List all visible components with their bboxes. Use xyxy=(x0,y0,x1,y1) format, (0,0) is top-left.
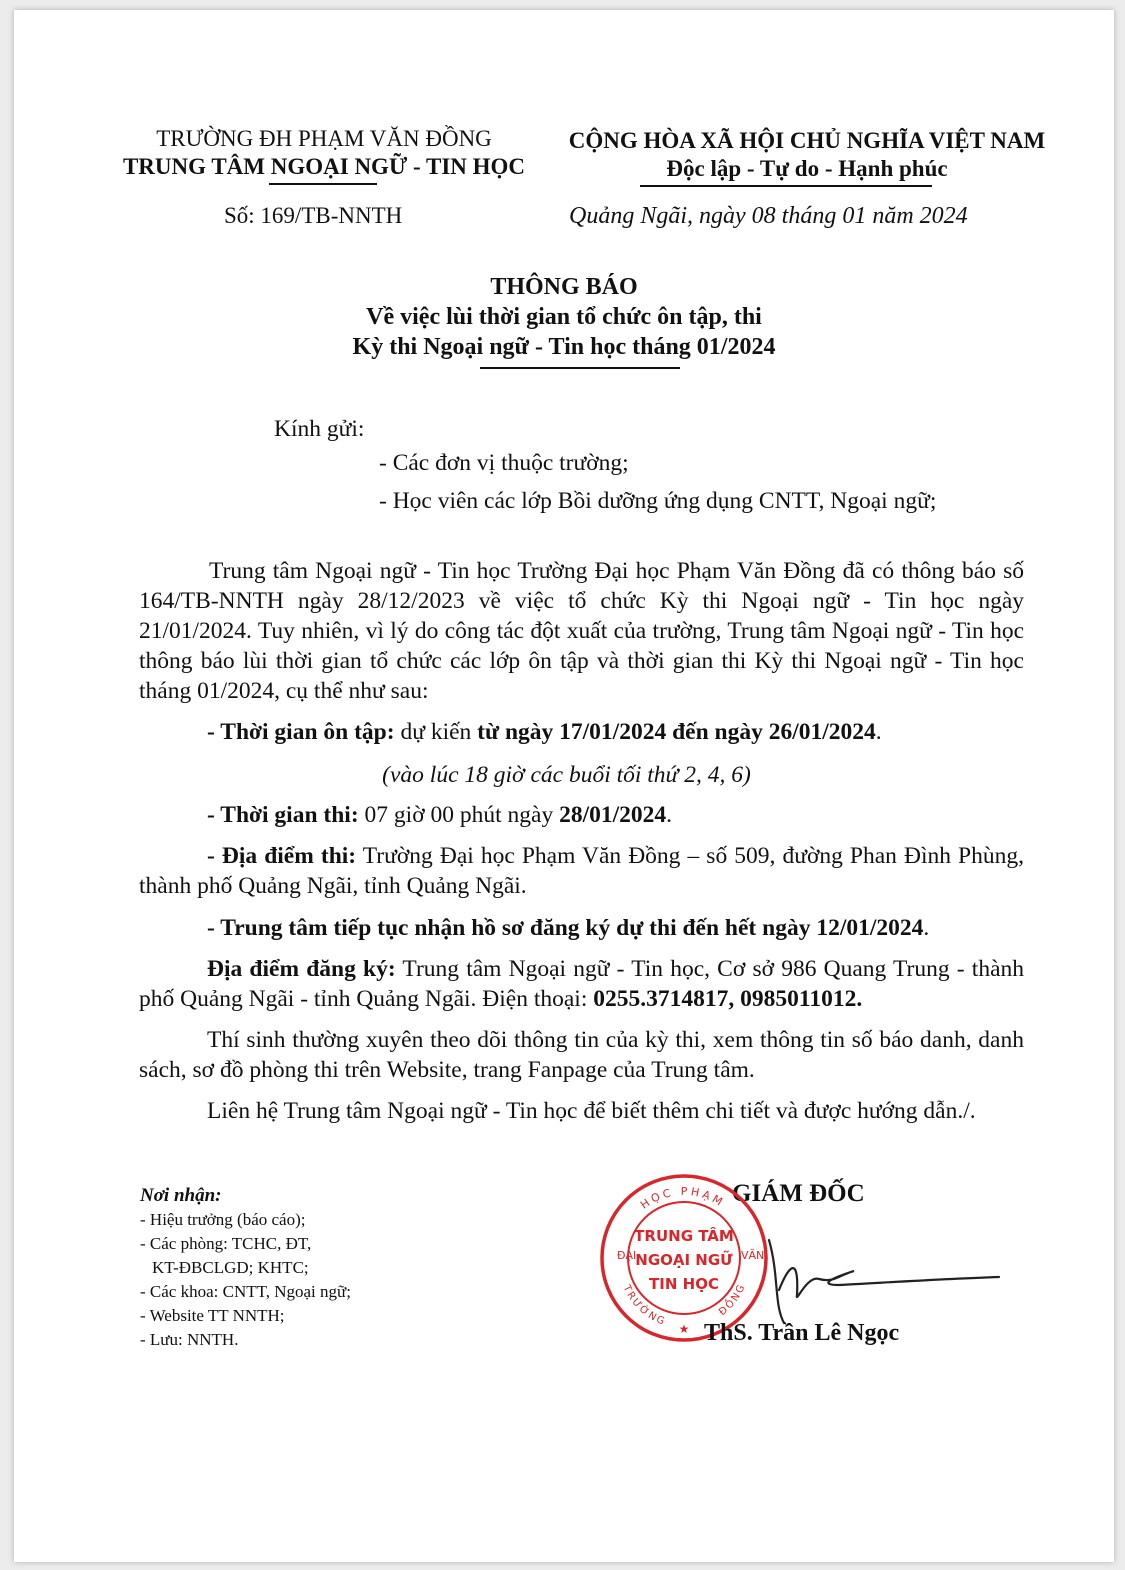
seal-line3: TIN HỌC xyxy=(649,1275,719,1293)
notice-title xyxy=(14,272,1114,362)
place-date: Quảng Ngãi, ngày 08 tháng 01 năm 2024 xyxy=(569,203,968,229)
document-page xyxy=(14,10,1114,1562)
seal-line1: TRUNG TÂM xyxy=(634,1227,734,1245)
signer-title: GIÁM ĐỐC xyxy=(732,1180,865,1207)
issuer-block xyxy=(114,125,534,181)
exam-time-value: 28/01/2024 xyxy=(559,802,667,828)
exam-venue-label: - Địa điểm thi: xyxy=(207,843,357,869)
signer-name: ThS. Trần Lê Ngọc xyxy=(704,1320,900,1346)
review-time-label: - Thời gian ôn tập: xyxy=(207,719,395,745)
title-sub1: Về việc lùi thời gian tổ chức ôn tập, thi xyxy=(366,304,762,330)
seal-ring-left: ĐẠI xyxy=(617,1249,637,1262)
deadline-text: - Trung tâm tiếp tục nhận hồ sơ đăng ký dự thi đến hết ngày 12/01/2024 xyxy=(207,915,924,941)
center-name: TRUNG TÂM NGOẠI NGỮ - TIN HỌC xyxy=(122,154,526,179)
title-sub2: Kỳ thi Ngoại ngữ - Tin học tháng 01/2024 xyxy=(352,334,776,360)
registration-address: Trung tâm Ngoại ngữ - Tin học, Cơ sở 986 Quang Trung - thành phố Quảng Ngãi - tỉnh Quảng Ngãi. Điện thoại: xyxy=(139,956,1025,1012)
document-number: Số: 169/TB-NNTH xyxy=(224,203,403,228)
seal-ring-bottom-left: TRƯỜNG xyxy=(620,1283,668,1329)
exam-venue-value: Trường Đại học Phạm Văn Đồng – số 509, đường Phan Đình Phùng, thành phố Quảng Ngãi, tỉnh Quảng Ngãi. xyxy=(139,843,1024,899)
recipients-label: Kính gửi: xyxy=(274,416,365,442)
contact-paragraph: Liên hệ Trung tâm Ngoại ngữ - Tin học để biết thêm chi tiết và được hướng dẫn./. xyxy=(207,1098,976,1124)
seal-ring-top: HỌC PHẠM xyxy=(638,1184,728,1212)
receiver-item: - Hiệu trưởng (báo cáo); xyxy=(140,1210,306,1229)
deadline-line: - Trung tâm tiếp tục nhận hồ sơ đăng ký dự thi đến hết ngày 12/01/2024. xyxy=(207,915,930,941)
registration-phone: 0255.3714817, 0985011012. xyxy=(593,986,863,1012)
official-seal xyxy=(599,1173,769,1343)
exam-time-line: - Thời gian thi: 07 giờ 00 phút ngày 28/01/2024. xyxy=(207,802,673,828)
registration-paragraph xyxy=(139,954,1024,1014)
receivers-block xyxy=(140,1184,351,1352)
national-motto-block xyxy=(542,127,1072,183)
receiver-item: - Các khoa: CNTT, Ngoại ngữ; xyxy=(140,1282,351,1301)
motto-underline xyxy=(640,185,932,187)
title-underline xyxy=(480,367,680,369)
review-time-line: - Thời gian ôn tập: dự kiến từ ngày 17/01/2024 đến ngày 26/01/2024. xyxy=(207,719,882,745)
svg-text:HỌC PHẠM xyxy=(638,1185,727,1212)
country-name: CỘNG HÒA XÃ HỘI CHỦ NGHĨA VIỆT NAM xyxy=(568,128,1046,153)
exam-venue-paragraph xyxy=(139,841,1024,901)
issuer-underline xyxy=(269,183,377,185)
intro-paragraph: Trung tâm Ngoại ngữ - Tin học Trường Đại học Phạm Văn Đồng đã có thông báo số 164/TB-NNTH ngày 28/12/2023 về việc tổ chức Kỳ thi Ngoại ngữ - Tin học ngày 21/01/2024. Tuy nhiên, vì lý do công tác đột xuất của trường, Trung tâm Ngoại ngữ - Tin học thông báo lùi thời gian tổ chức các lớp ôn tập và thời gian thi Kỳ thi Ngoại ngữ - Tin học tháng 01/2024, cụ thể như sau: xyxy=(139,558,1024,704)
handwritten-signature xyxy=(759,1235,1004,1325)
seal-star-icon: ★ xyxy=(678,1322,690,1336)
receiver-item: - Lưu: NNTH. xyxy=(140,1330,239,1349)
receiver-item: - Website TT NNTH; xyxy=(140,1306,285,1325)
registration-label: Địa điểm đăng ký: xyxy=(207,956,396,982)
exam-time-label: - Thời gian thi: xyxy=(207,802,359,828)
motto: Độc lập - Tự do - Hạnh phúc xyxy=(666,156,948,181)
review-time-note: (vào lúc 18 giờ các buổi tối thứ 2, 4, 6) xyxy=(382,762,751,788)
university-name: TRƯỜNG ĐH PHẠM VĂN ĐỒNG xyxy=(156,126,492,151)
seal-line2: NGOẠI NGỮ xyxy=(635,1251,733,1269)
receiver-item: - Các phòng: TCHC, ĐT, xyxy=(140,1234,312,1253)
review-time-value: từ ngày 17/01/2024 đến ngày 26/01/2024 xyxy=(477,719,876,745)
seal-ring-bottom-right: ĐỒNG xyxy=(717,1281,749,1319)
recipient-item: - Các đơn vị thuộc trường; xyxy=(379,450,629,476)
recipient-item: - Học viên các lớp Bồi dưỡng ứng dụng CNTT, Ngoại ngữ; xyxy=(379,488,937,514)
follow-paragraph: Thí sinh thường xuyên theo dõi thông tin của kỳ thi, xem thông tin số báo danh, danh sách, sơ đồ phòng thi trên Website, trang Fanpage của Trung tâm. xyxy=(139,1027,1024,1083)
receiver-item: KT-ĐBCLGD; KHTC; xyxy=(152,1258,309,1277)
title-main: THÔNG BÁO xyxy=(490,274,638,300)
receivers-label: Nơi nhận: xyxy=(140,1185,222,1206)
seal-ring-right: VĂN xyxy=(741,1249,765,1262)
